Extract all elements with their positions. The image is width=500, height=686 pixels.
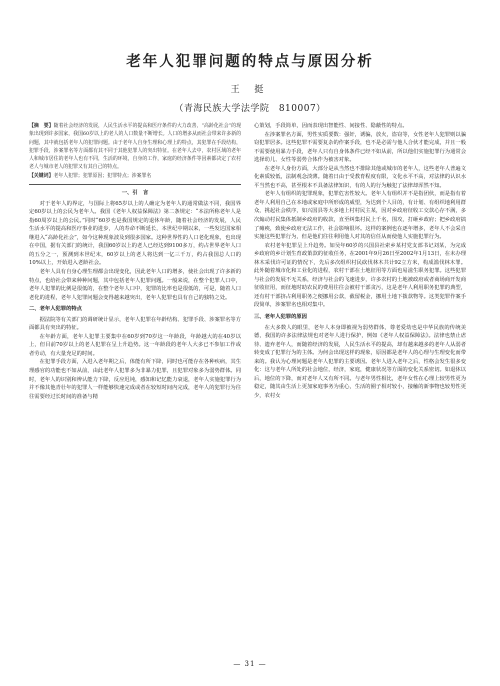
body-paragraph: 在老年人身份方面，大部分是从当然也不排除其他或城市的老年人，这些老年人普遍文化素质较低，法制观念淡薄。随着日由于受教育程度有限，文化水平不高，对法律的认识水平当然也不高，甚至根本不具备法律知识，有的人的行为触犯了法律却浑然不知。 xyxy=(254,165,466,189)
body-paragraph: 农村老年犯罪呈上升趋势。如吴年60岁的兴国县社索乡某村党支部书记刘某，为完成乡政府的乡计划生育政策款的征收任务，在2001年9月26日至2002年1月13日，在未办理林木采伐许可证的情况下，先后多次组织村民砍伐林木共计92立方米，构成滥伐林木罪。此外随着城市化和工业化的进程，农村干部在土地征用等方面也易滋生职务犯罪。这些犯罪与社会的发展不无关系，经济与社会的飞速进步，许多农村的土地被政府或者商场商开发商征收征用，而征地时助农民的费用往往会被村干部贪污，这是老年人利用职务犯罪的典型，还有村干部挤占利用职务之便挪用公款，截留税金，挪用土地下拨款物等。这类犯罪作案手段简单，涉案罪名也相对集中。 xyxy=(254,242,466,309)
body-paragraph: 心策划，手段简单，因而表现出智能性、间接性、隐蔽性的特点。 xyxy=(254,123,408,129)
abstract-block xyxy=(29,122,241,180)
right-column xyxy=(254,122,466,401)
body-paragraph: 据法院等有关部门的调研统计显示，老年人犯罪在年龄结构、犯罪手段、涉案罪名等方面都具有突出的特征。 xyxy=(29,316,241,332)
body-paragraph: 在涉案罪名方面，男性实质要数：强奸，诱骗，放火，盗窃等，女性老年人犯罪则以骗窃犯罪居多。这些犯罪不需要复杂的作案手段，也不是必需与他人合伙才能完成，并且一般不需要使用暴力手段，老年人只有自身体条件已经不如从前，所以他们实施犯罪行为通常会选择幼儿、女性等弱势合体作为被害对象。 xyxy=(254,131,466,164)
abstract-label: 【摘 要】 xyxy=(29,123,54,129)
author-affiliation: （青海民族大学法学院 810007） xyxy=(174,104,326,114)
section-heading-causes: 三、老年人犯罪的原因 xyxy=(254,314,307,321)
body-paragraph: 在年龄方面，老年人犯罪主要集中在60岁到70岁这一年龄段，年龄越大的在40岁以上，但目前70岁以上的老人犯罪在呈上升趋势。这一年龄段的老年人大多已不参加工作或者劳动，有大量充足的时间。 xyxy=(29,333,241,357)
abstract-text: 随着社会经济的发展，人民生活水平的提高和医疗条件的大力改善，“高龄化社会”的现象出现到许多国家，我国60岁以上的老人的人口数量不断增长。人口的增多从而社会带来许多新的问题，其中就包括老年人的犯罪问题。由于老年人自身生理和心理上的特点，其犯罪在手段结构，犯罪手段，涉案罪名等方面都有其不同于其他犯罪人的突出特征。在老年人去中，农村区域的老年人和城市居住的老年人也有不同，生活的环境，自身的工作，家庭的经济条件等因素都决定了农村老人与城市老人的犯罪又有其自己的特点。 xyxy=(29,123,241,171)
keywords-text: 老年人犯罪；犯罪原因；犯罪特点；涉案罪名 xyxy=(53,172,152,179)
section-heading-intro: 一、引 言 xyxy=(121,190,149,197)
abstract-paragraph xyxy=(29,122,241,172)
body-paragraph: 在犯罪手段方面，入进入老年期之后，体能有所下降，同时也可能存在各种疾病，其生理感官的功能也不如从前，由此老年人犯罪多为非暴力犯罪，且犯罪对象多为弱势群体。同时，老年人的识别和辨认能力下降，反应迟钝，感知和记忆能力衰退，老年人实施犯罪行为并不像其他青壮年的犯罪人一样能够快速完成或者在较短时间内完成，老年人的犯罪行为往往需要经过长时间的准备与精 xyxy=(29,359,241,400)
body-paragraph: 老年人有组织的犯罪现象，犯罪危害性较大。老年人有组织并不是指团伙，而是指有着老年人利用自己在本地或家庭中所形成的威望，为达到个人目的，有计划、有组织地利用群众，挑起社会秩序，如兴国县等大多地上村村民主某，因对乡政府征收工交款心存不满，多次煽动村民集体抵制乡政府的收款，直至纠集村民上千名，围攻，打砸乡政府；把乡政府搞了瘫痪，致使乡政府无法工作，社会影响很坏。这样的案例也在逐年增多，老年人不会采自实施这些犯罪行为，但是他们往往利用他人对其的信任从而使他人实施犯罪行为。 xyxy=(254,191,466,241)
left-column xyxy=(29,122,241,401)
keywords-label: 【关键词】 xyxy=(29,172,54,179)
keywords-line xyxy=(29,172,241,180)
article-author: 王 挺 xyxy=(230,85,270,95)
article-title: 老年人犯罪问题的特点与原因分析 xyxy=(126,53,374,70)
section-heading-features: 二、老年人犯罪的特点 xyxy=(29,306,82,313)
body-paragraph: 对于老年人的界定，与国际上将65岁以上的人确定为老年人的通常做法不同，我国界定60岁以上的公民为老年人。我国《老年人权益保障法》第二条规定：“本法所称老年人是指60周岁以上的公民。”同时“60岁也是我国规定的退休年龄，随着社会经济的发展，人民生活水平的提高和医疗事业的进步，人的寿命不断延长，本世纪中期以来，一些发达国家相继进入“高龄化社会”，如今这种现象波及到很多国家。这种世界性的人口老化现象，也出现在中国，据有关部门的统计，我国60岁以上的老人已经达到9100多万，约占世界老年人口的五分之一，预测到本世纪末，60岁以上的老人将达到一亿三千万，约占我国总人口的10%以上，开始进入老龄社会。 xyxy=(29,200,241,267)
body-paragraph: 老年人具有自身心理生理都会出现变化，因此老年人口的增多，使社会出现了许多新的特点，也给社会带来种种问题，其中包括老年人犯罪问题。一般来说，在整个犯罪人口中，老年人犯罪的比例是很低的，在整个老年人口中，犯罪的比率也是很低的，可是，随着人口老化的进程，老年人犯罪问题会变得越来越突出，老年人犯罪也具有自己的独特之处。 xyxy=(29,269,241,301)
abstract-divider xyxy=(29,184,241,185)
body-paragraph: 在大多数人的眼里，老年人本身即被视为弱势群体，尊老爱幼也是中华民族的传统美德，我国的许多法律法规也对老年人进行保护，例如《老年人权益保障法》。法律也禁止虐待、遗弃老年人，而随着经济的发展，人民生活水平的提高，却有越来越多的老年人从弱者转变成了犯罪行为的主体。为何会出现这样的现象，原因都是老年人的心理与生理变化而带来的。我认为心理问题是老年人犯罪的主要诱因。老年人进入老年之后，性格会发生很多变化：这与老年人所处的社会地位，经济，家庭，健康状况等方面的变化关系密切。如退休以后，地位的下降，而对老年人又有所不同。与老年男性相比，老年女性在心理上较男性更为稳定，随其由生活上更加家庭事务为重心，生活的圈子相对较小，接触的新事物也较男性更少，农村女 xyxy=(254,324,466,399)
page-number: — 31 — xyxy=(233,660,267,668)
